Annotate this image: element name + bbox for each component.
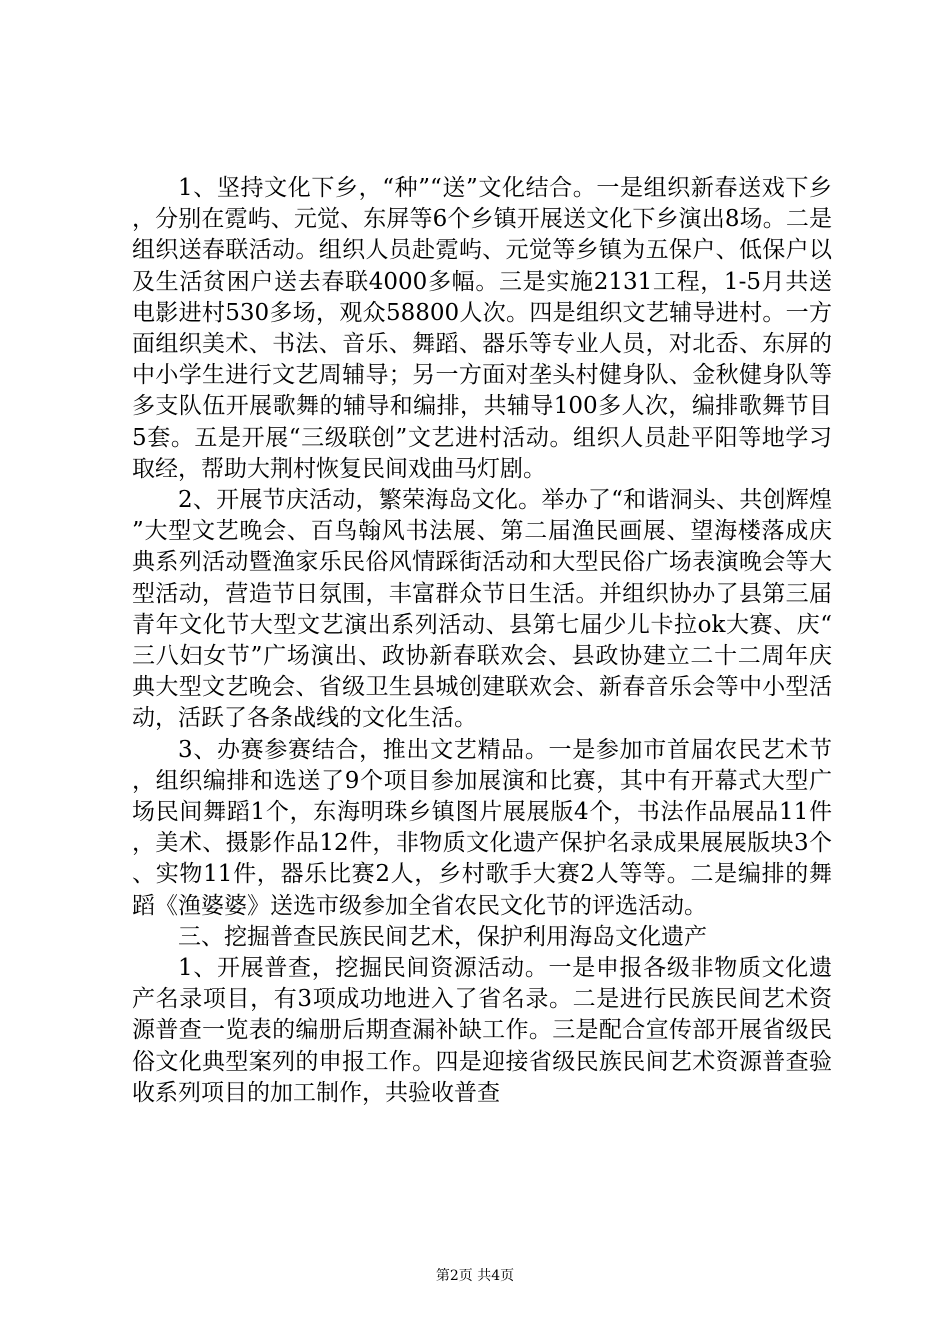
paragraph-festival-activities: 2、开展节庆活动，繁荣海岛文化。举办了“和谐洞头、共创辉煌”大型文艺晚会、百鸟翰风书法展、第二届渔民画展、望海楼落成庆典系列活动暨渔家乐民俗风情踩街活动和大型民俗广场表演晚会等大型活动，营造节日氛围，丰富群众节日生活。并组织协办了县第三届青年文化节大型文艺演出系列活动、县第七届少儿卡拉ok大赛、庆“三八妇女节”广场演出、政协新春联欢会、县政协建立二十二周年庆典大型文艺晚会、省级卫生县城创建联欢会、新春音乐会等中小型活动，活跃了各条战线的文化生活。	[132, 487, 832, 732]
paragraph-folk-survey: 1、开展普查，挖掘民间资源活动。一是申报各级非物质文化遗产名录项目，有3项成功地进入了省名录。二是进行民族民间艺术资源普查一览表的编册后期查漏补缺工作。三是配合宣传部开展省级民俗文化典型案列的申报工作。四是迎接省级民族民间艺术资源普查验收系列项目的加工制作，共验收普查	[132, 955, 832, 1106]
paragraph-culture-to-countryside: 1、坚持文化下乡，“种”“送”文化结合。一是组织新春送戏下乡，分别在霓屿、元觉、东屏等6个乡镇开展送文化下乡演出8场。二是组织送春联活动。组织人员赴霓屿、元觉等乡镇为五保户、低保户以及生活贫困户送去春联4000多幅。三是实施2131工程，1-5月共送电影进村530多场，观众58800人次。四是组织文艺辅导进村。一方面组织美术、书法、音乐、舞蹈、器乐等专业人员，对北岙、东屏的中小学生进行文艺周辅导；另一方面对垄头村健身队、金秋健身队等多支队伍开展歌舞的辅导和编排，共辅导100多人次，编排歌舞节目5套。五是开展“三级联创”文艺进村活动。组织人员赴平阳等地学习取经，帮助大荆村恢复民间戏曲马灯剧。	[132, 175, 832, 482]
page-number-footer: 第2页 共4页	[435, 1268, 515, 1284]
paragraph-competitions: 3、办赛参赛结合，推出文艺精品。一是参加市首届农民艺术节，组织编排和选送了9个项目参加展演和比赛，其中有开幕式大型广场民间舞蹈1个，东海明珠乡镇图片展展版4个，书法作品展品11件，美术、摄影作品12件，非物质文化遗产保护名录成果展展版块3个、实物11件，器乐比赛2人，乡村歌手大赛2人等等。二是编排的舞蹈《渔婆婆》送选市级参加全省农民文化节的评选活动。	[132, 736, 832, 919]
section-heading-folk-art: 三、挖掘普查民族民间艺术，保护利用海岛文化遗产	[178, 923, 707, 950]
document-body	[132, 173, 832, 1109]
